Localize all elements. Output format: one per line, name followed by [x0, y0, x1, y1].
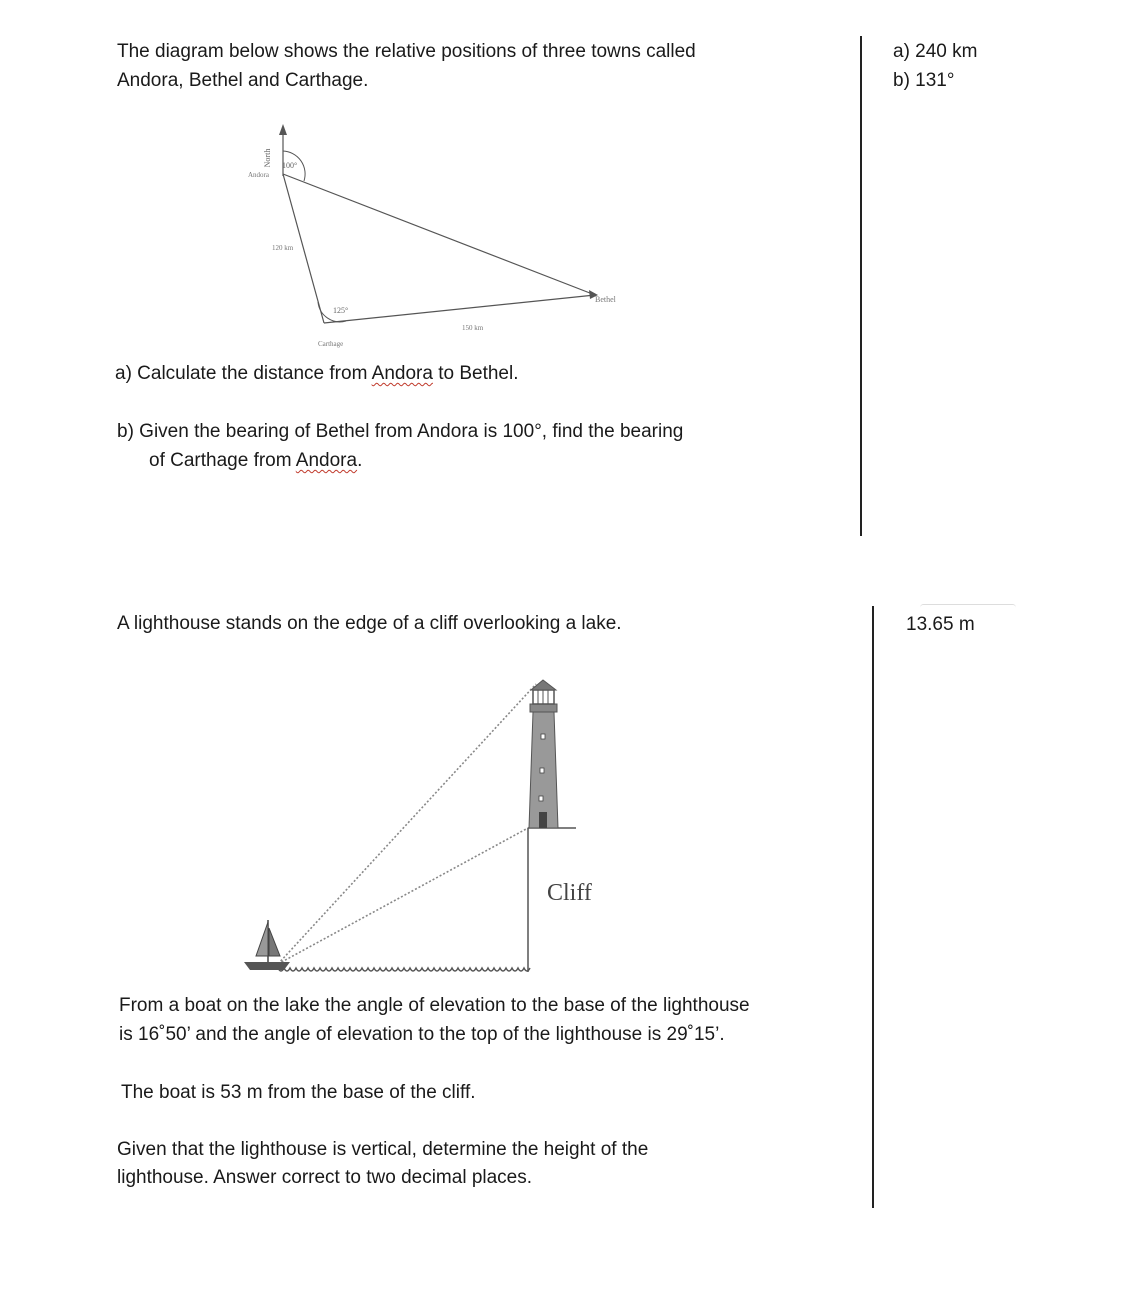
q1-part-b-line2: of Carthage from Andora.	[149, 450, 363, 471]
answer-box-edge	[920, 604, 1016, 611]
lighthouse-diagram	[238, 672, 598, 984]
answer-divider-1	[860, 36, 862, 536]
sailboat-icon	[244, 920, 290, 970]
side-andora-bethel	[283, 174, 595, 295]
north-arrowhead-icon	[279, 124, 287, 135]
q2-para1-line1: From a boat on the lake the angle of elevation to the base of the lighthouse	[119, 995, 750, 1016]
side-label-ac: 120 km	[272, 244, 294, 252]
lighthouse-icon	[529, 680, 558, 828]
q2-para3-line1: Given that the lighthouse is vertical, determine the height of the	[117, 1139, 649, 1160]
q1-part-b-line1: b) Given the bearing of Bethel from Andora is 100°, find the bearing	[117, 421, 684, 442]
sight-line-base	[278, 828, 528, 964]
q2-para2: The boat is 53 m from the base of the cliff.	[121, 1082, 476, 1103]
andora-label: Andora	[248, 171, 269, 179]
bethel-label: Bethel	[595, 295, 616, 304]
spell-flag-andora: Andora	[371, 363, 433, 384]
side-label-cb: 150 km	[462, 324, 484, 332]
q2-intro: A lighthouse stands on the edge of a cliff overlooking a lake.	[117, 613, 622, 634]
q2-para3-line2: lighthouse. Answer correct to two decimal places.	[117, 1167, 533, 1188]
q1-intro-line1: The diagram below shows the relative positions of three towns called	[117, 41, 696, 62]
north-label: North	[263, 148, 272, 168]
carthage-label: Carthage	[318, 340, 344, 348]
cliff-label: Cliff	[547, 880, 592, 906]
answer-1b: b) 131°	[893, 70, 955, 91]
lake-water	[278, 968, 530, 971]
q1-part-a: a) Calculate the distance from Andora to Bethel.	[115, 363, 519, 384]
q1-intro-line2: Andora, Bethel and Carthage.	[117, 70, 369, 91]
spell-flag-andora-2: Andora	[295, 450, 358, 471]
q2-para1-line2: is 16˚50’ and the angle of elevation to the top of the lighthouse is 29˚15’.	[119, 1024, 725, 1045]
answer-divider-2	[872, 606, 874, 1208]
answer-1a: a) 240 km	[893, 41, 978, 62]
towns-diagram	[240, 118, 640, 358]
angle-label-andora: 100°	[282, 161, 298, 170]
sight-line-top	[278, 684, 536, 964]
side-carthage-bethel	[324, 295, 595, 323]
angle-label-carthage: 125°	[333, 306, 349, 315]
answer-2: 13.65 m	[906, 614, 975, 635]
